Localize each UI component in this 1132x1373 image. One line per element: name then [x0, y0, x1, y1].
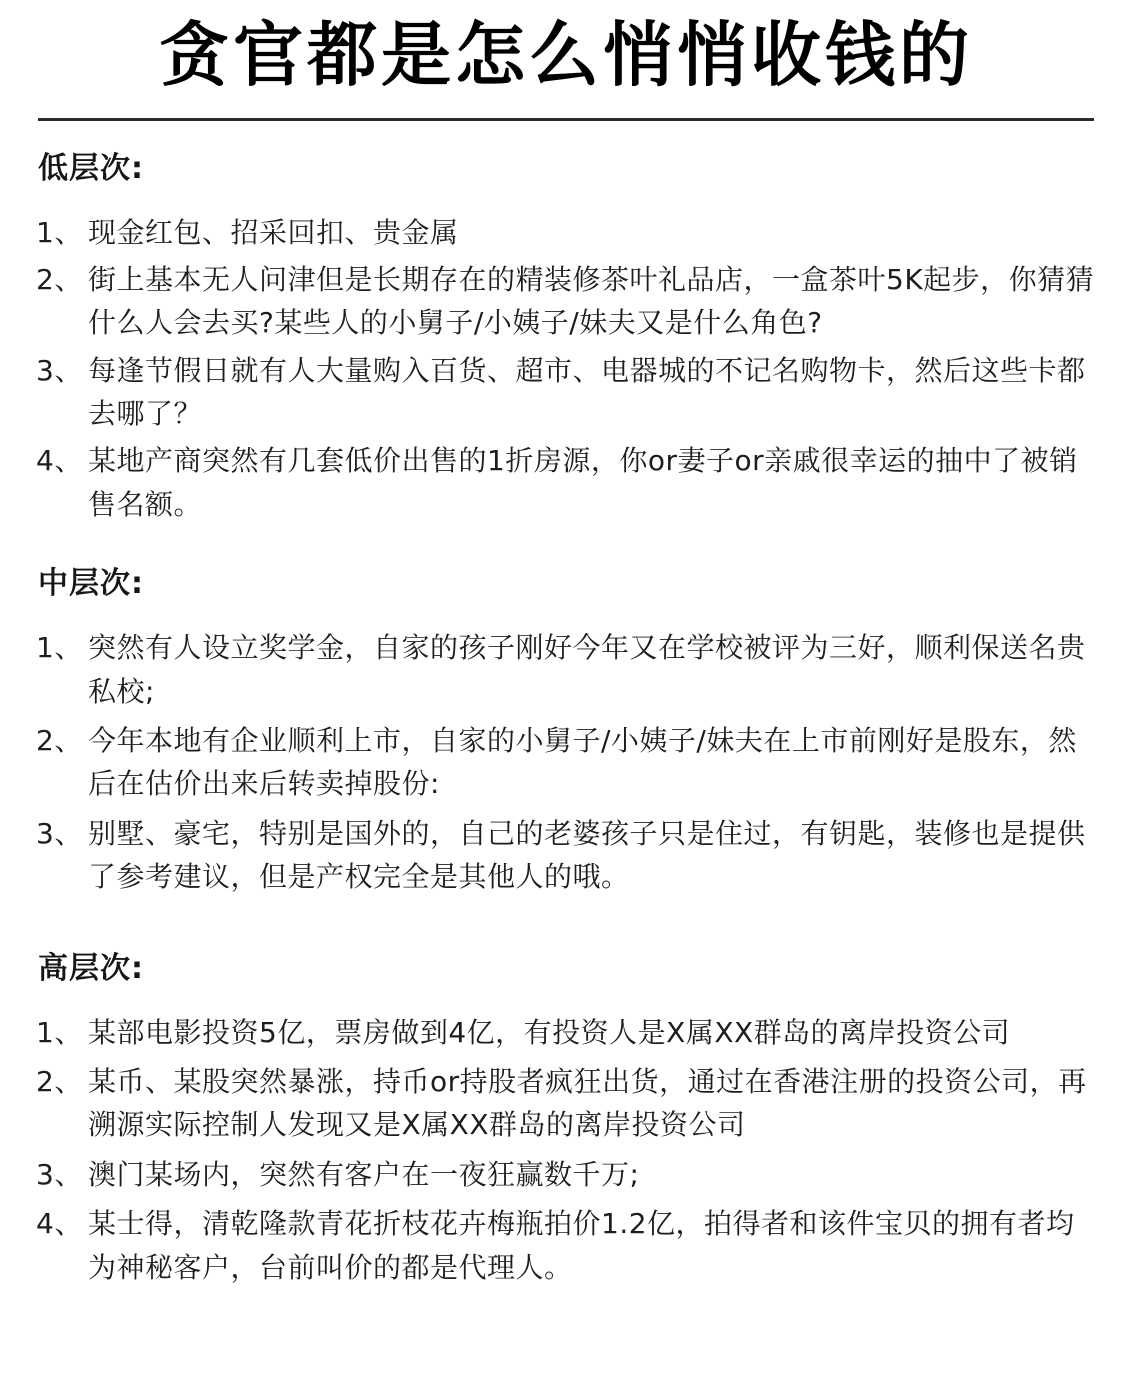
list-item-marker: 1、 — [36, 631, 83, 665]
list-item — [36, 1202, 1096, 1289]
list-item — [36, 719, 1096, 806]
list-item-marker: 2、 — [36, 262, 83, 296]
section-middle-level — [36, 566, 1096, 898]
list-item-marker: 4、 — [36, 1207, 83, 1241]
list-item — [36, 258, 1096, 345]
list-item — [36, 812, 1096, 899]
list-item — [36, 439, 1096, 526]
list-item-text: 别墅、豪宅，特别是国外的，自己的老婆孩子只是住过，有钥匙，装修也是提供了参考建议，但是产权完全是其他人的哦。 — [88, 816, 1086, 894]
list-item-text: 今年本地有企业顺利上市，自家的小舅子/小姨子/妹夫在上市前刚好是股东，然后在估价出来后转卖掉股份: — [88, 724, 1077, 801]
list-high-level — [36, 1011, 1096, 1289]
list-item — [36, 1153, 1096, 1196]
list-middle-level — [36, 626, 1096, 898]
section-high-level — [36, 951, 1096, 1289]
section-heading-middle: 中层次: — [38, 566, 144, 602]
list-item-text: 每逢节假日就有人大量购入百货、超市、电器城的不记名购物卡，然后这些卡都去哪了？ — [88, 353, 1086, 431]
list-item — [36, 349, 1096, 436]
list-item-marker: 1、 — [36, 1015, 83, 1049]
list-item-marker: 4、 — [36, 444, 83, 478]
list-item-marker: 2、 — [36, 1064, 83, 1098]
list-item-text: 街上基本无人问津但是长期存在的精装修茶叶礼品店，一盒茶叶5K起步，你猜猜什么人会去买?某些人的小舅子/小姨子/妹夫又是什么角色? — [88, 262, 1095, 340]
list-item-text: 某币、某股突然暴涨，持币or持股者疯狂出货，通过在香港注册的投资公司，再溯源实际控制人发现又是X属XX群岛的离岸投资公司 — [88, 1064, 1087, 1142]
list-item — [36, 1011, 1096, 1054]
list-item-text: 突然有人设立奖学金，自家的孩子刚好今年又在学校被评为三好，顺利保送名贵私校; — [88, 631, 1086, 708]
list-item-text: 澳门某场内，突然有客户在一夜狂赢数千万; — [88, 1157, 640, 1191]
section-heading-high: 高层次: — [38, 950, 144, 986]
list-item-marker: 3、 — [36, 816, 83, 850]
list-item-marker: 3、 — [36, 1157, 83, 1191]
section-low-level — [36, 151, 1096, 527]
section-heading-low: 低层次: — [38, 150, 144, 186]
page-title: 贪官都是怎么悄悄收钱的 — [159, 13, 973, 96]
list-item-marker: 2、 — [36, 724, 83, 758]
list-item — [36, 626, 1096, 713]
list-item — [36, 1060, 1096, 1147]
list-item-text: 现金红包、招采回扣、贵金属 — [88, 215, 459, 249]
list-item-text: 某士得，清乾隆款青花折枝花卉梅瓶拍价1.2亿，拍得者和该件宝贝的拥有者均为神秘客户，台前叫价的都是代理人。 — [88, 1207, 1075, 1284]
list-item — [36, 211, 1096, 254]
title-divider — [38, 118, 1094, 121]
list-item-marker: 3、 — [36, 353, 83, 387]
list-low-level — [36, 211, 1096, 527]
list-item-text: 某地产商突然有几套低价出售的1折房源，你or妻子or亲戚很幸运的抽中了被销售名额。 — [88, 444, 1078, 521]
list-item-text: 某部电影投资5亿，票房做到4亿，有投资人是X属XX群岛的离岸投资公司 — [88, 1015, 1011, 1049]
list-item-marker: 1、 — [36, 215, 83, 249]
